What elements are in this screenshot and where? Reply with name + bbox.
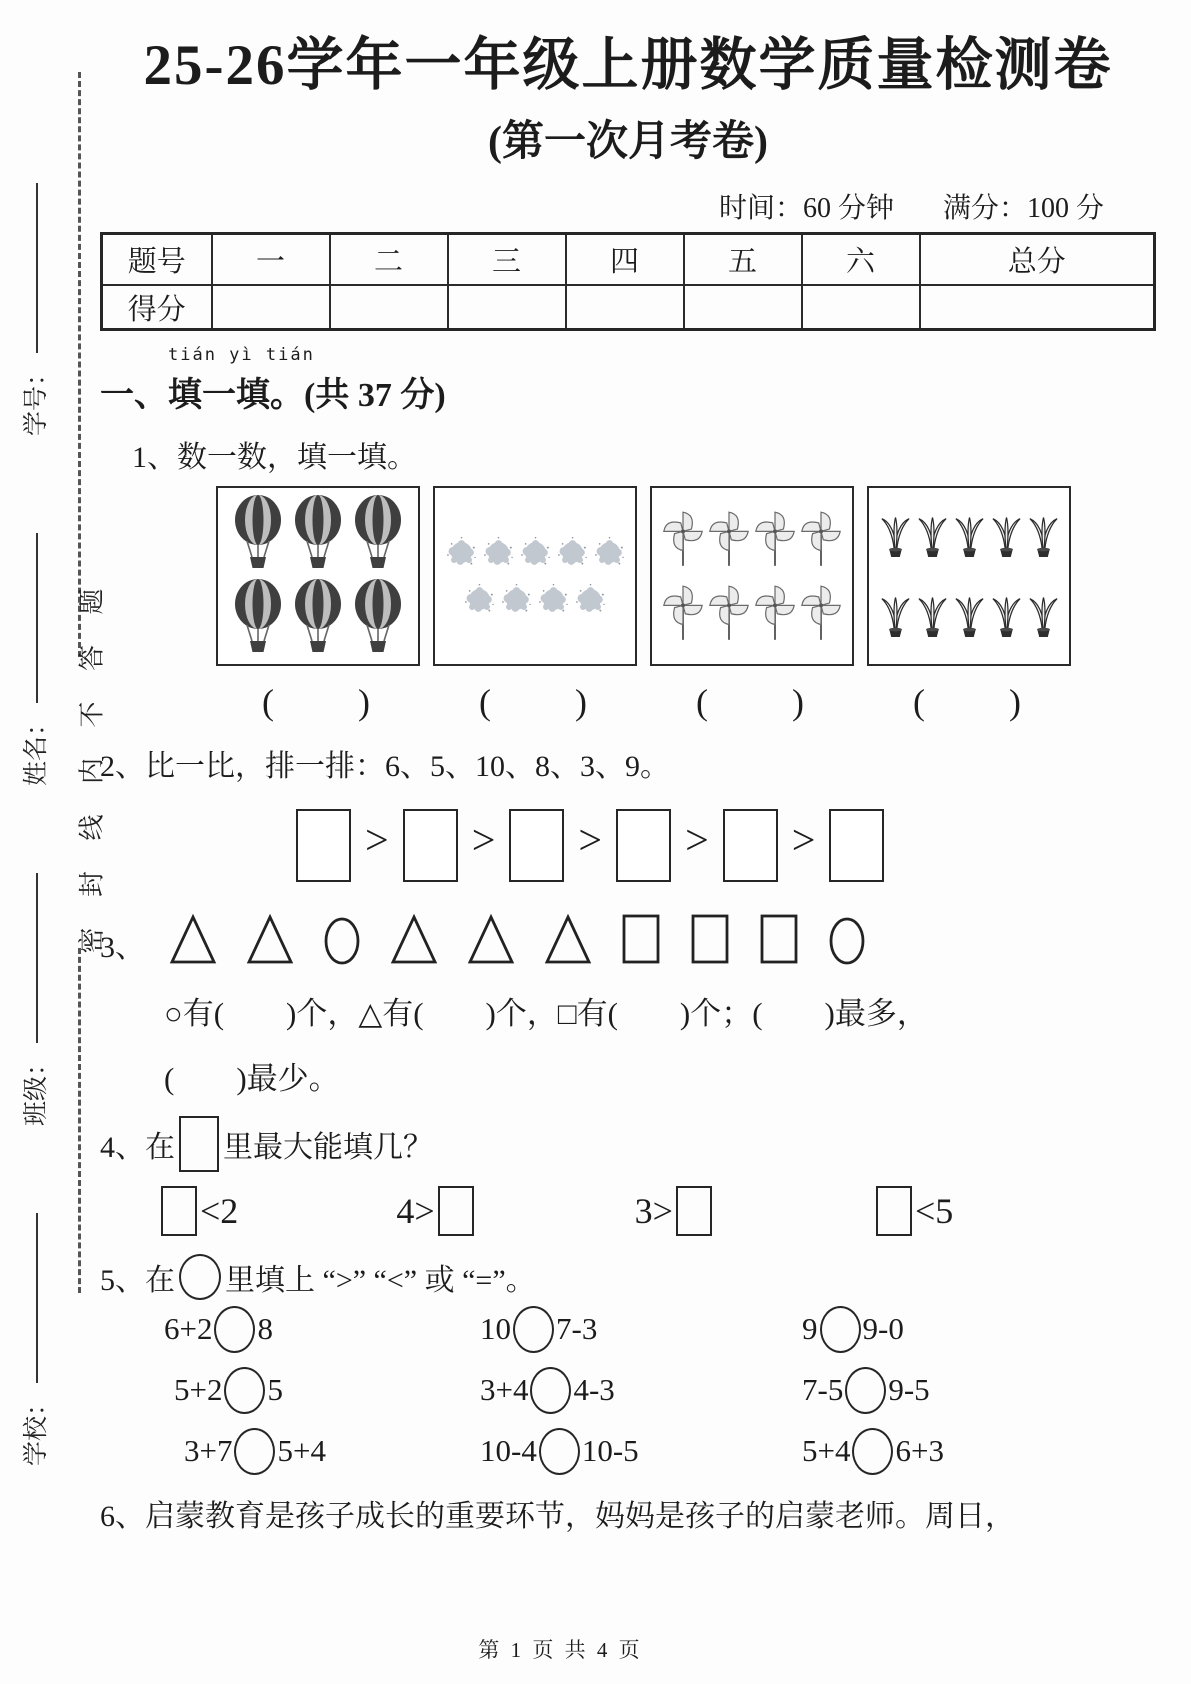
pinwheel-icon	[660, 504, 706, 574]
time-limit: 时间：60 分钟	[718, 192, 894, 224]
plant-icon	[951, 498, 988, 574]
school-label: 学校：	[23, 1390, 50, 1466]
section1-pinyin: tián yì tián	[168, 344, 315, 365]
comparison-expression	[164, 1306, 480, 1353]
greater-than-sign: >	[578, 818, 603, 865]
comparison-expression	[480, 1306, 802, 1353]
paint-blob-icon	[554, 534, 591, 571]
pinwheel-icon	[660, 578, 706, 648]
greater-than-sign: >	[685, 818, 709, 865]
picture-box-pinwheels	[650, 486, 854, 666]
max-fill-item	[158, 1186, 238, 1236]
left-expression: 3+7	[184, 1433, 233, 1469]
triangle-shape	[245, 912, 295, 966]
score-table-empty-cell	[566, 285, 684, 329]
greater-than-sign: >	[791, 818, 816, 865]
question2-text: 2、比一比，排一排：6、5、10、8、3、9。	[100, 749, 670, 783]
pinwheel-icon	[752, 578, 798, 648]
question3-shape-row	[100, 912, 1156, 966]
paint-blob-icon	[498, 581, 535, 618]
question2-ordering-boxes	[296, 809, 1156, 882]
comparison-expression	[802, 1306, 1156, 1353]
seal-warning-text: 密 封 线 内 不 答 题	[77, 576, 107, 954]
plant-icon	[914, 498, 951, 574]
score-table-empty-cell	[920, 285, 1155, 329]
score-table-empty-cell	[802, 285, 920, 329]
question5-comparison-grid	[100, 1306, 1156, 1475]
plant-icon	[1025, 578, 1062, 654]
paint-blob-icon	[554, 534, 591, 571]
question5-prefix: 5、在	[100, 1263, 175, 1297]
exam-meta	[100, 186, 1156, 226]
paint-blob-icon	[591, 534, 628, 571]
right-expression: 8	[257, 1311, 273, 1347]
paint-blob-icon	[535, 581, 572, 618]
picture-row	[871, 578, 1067, 654]
answer-box	[296, 809, 351, 882]
question5-suffix: 里填上 “>” “<” 或 “=”。	[225, 1263, 536, 1297]
comparison-text: 4>	[396, 1190, 435, 1231]
plant-icon	[914, 498, 951, 574]
paint-blob-icon	[461, 581, 498, 618]
plant-icon	[914, 578, 951, 654]
paint-blob-icon	[480, 534, 517, 571]
picture-box-hot-air-balloons	[216, 486, 420, 666]
comparison-text: 3>	[634, 1190, 673, 1231]
question5-text	[100, 1254, 1156, 1300]
picture-row	[437, 531, 633, 574]
pinwheel-icon	[798, 504, 844, 574]
hot-air-balloon-icon	[228, 494, 288, 574]
answer-box	[616, 809, 671, 882]
comparison-expression	[480, 1428, 802, 1475]
class-label: 班级：	[23, 1050, 50, 1126]
plant-icon	[877, 498, 914, 574]
sidebar-field-school	[16, 1186, 52, 1466]
score-table-empty-cell	[330, 285, 448, 329]
answer-circle	[852, 1428, 893, 1475]
answer-paren: ( )	[696, 681, 808, 722]
right-expression: 6+3	[895, 1433, 944, 1469]
answer-circle	[845, 1367, 886, 1414]
picture-row	[437, 578, 633, 621]
school-blank-line	[36, 1213, 38, 1383]
right-expression: 4-3	[573, 1372, 615, 1408]
seal-dashed-line-top	[78, 72, 81, 657]
picture-row	[220, 578, 416, 658]
exam-content	[100, 34, 1156, 1535]
pinwheel-icon	[706, 504, 752, 574]
hot-air-balloon-icon	[288, 494, 348, 574]
max-fill-item	[873, 1186, 953, 1236]
answer-paren: ( )	[262, 681, 374, 722]
picture-row	[654, 578, 850, 648]
circle-shape	[322, 912, 362, 966]
comparison-expression	[480, 1367, 802, 1414]
comparison-expression	[802, 1367, 1156, 1414]
paint-blob-icon	[535, 581, 572, 618]
score-table	[100, 232, 1156, 331]
picture-row	[220, 494, 416, 574]
score-table-header-cell: 六	[802, 233, 920, 285]
score-row-label: 得分	[102, 285, 212, 329]
square-shape	[758, 912, 800, 966]
sidebar-field-student-id	[16, 156, 52, 436]
picture-row	[654, 504, 850, 574]
answer-circle	[513, 1306, 554, 1353]
question1-answer-parens	[216, 674, 1156, 725]
score-table-empty-cell	[212, 285, 330, 329]
pinwheel-icon	[752, 504, 798, 574]
pinwheel-icon	[798, 578, 844, 648]
score-table-header-cell: 总分	[920, 233, 1155, 285]
plant-icon	[877, 498, 914, 574]
plant-icon	[1025, 498, 1062, 574]
score-table-empty-cell	[684, 285, 802, 329]
right-expression: 9-0	[862, 1311, 904, 1347]
paint-blob-icon	[443, 534, 480, 571]
right-expression: 5+4	[277, 1433, 326, 1469]
circle-shape	[827, 912, 867, 966]
score-table-header-cell: 五	[684, 233, 802, 285]
comparison-text: <2	[200, 1190, 239, 1231]
pinwheel-icon	[706, 578, 752, 648]
pinwheel-icon	[706, 578, 752, 648]
seal-dashed-line-bottom	[78, 948, 81, 1293]
score-table-header-cell: 三	[448, 233, 566, 285]
pinwheel-icon	[660, 578, 706, 648]
question3-line2: ( )最少。	[164, 1060, 340, 1096]
left-expression: 5+4	[802, 1433, 851, 1469]
hot-air-balloon-icon	[288, 578, 348, 658]
max-fill-item	[396, 1186, 476, 1236]
triangle-shape	[466, 912, 516, 966]
paint-blob-icon	[591, 534, 628, 571]
triangle-shape	[543, 912, 593, 966]
plant-icon	[951, 578, 988, 654]
exam-subtitle: (第一次月考卷)	[488, 118, 768, 165]
hot-air-balloon-icon	[348, 494, 408, 574]
answer-box	[676, 1186, 712, 1236]
hot-air-balloon-icon	[348, 578, 408, 658]
hot-air-balloon-icon	[288, 494, 348, 574]
sidebar-field-name	[16, 506, 52, 786]
plant-icon	[988, 578, 1025, 654]
paint-blob-icon	[443, 534, 480, 571]
pinwheel-icon	[798, 578, 844, 648]
left-expression: 5+2	[174, 1372, 223, 1408]
question3-line1: ○有( )个，△有( )个，□有( )个；( )最多，	[164, 995, 928, 1031]
paint-blob-icon	[572, 581, 609, 618]
question4-items	[100, 1186, 1156, 1236]
hot-air-balloon-icon	[348, 578, 408, 658]
plant-icon	[1025, 578, 1062, 654]
answer-circle	[224, 1367, 265, 1414]
answer-box	[829, 809, 884, 882]
left-expression: 3+4	[480, 1372, 529, 1408]
plant-icon	[914, 578, 951, 654]
answer-circle	[539, 1428, 580, 1475]
pinwheel-icon	[752, 578, 798, 648]
picture-row	[871, 498, 1067, 574]
student-id-blank-line	[36, 183, 38, 353]
right-expression: 7-3	[556, 1311, 598, 1347]
page-number: 第 1 页 共 4 页	[478, 1638, 643, 1662]
right-expression: 5	[267, 1372, 283, 1408]
paint-blob-icon	[461, 581, 498, 618]
answer-box	[509, 809, 564, 882]
hot-air-balloon-icon	[228, 578, 288, 658]
left-expression: 10	[480, 1311, 511, 1347]
hot-air-balloon-icon	[228, 494, 288, 574]
answer-circle	[214, 1306, 255, 1353]
paint-blob-icon	[517, 534, 554, 571]
left-expression: 7-5	[802, 1372, 844, 1408]
class-blank-line	[36, 873, 38, 1043]
name-blank-line	[36, 533, 38, 703]
sidebar-field-class	[16, 846, 52, 1126]
answer-paren: ( )	[913, 681, 1025, 722]
question4-suffix: 里最大能填几？	[223, 1130, 433, 1164]
comparison-expression	[802, 1428, 1156, 1475]
question4-prefix: 4、在	[100, 1130, 175, 1164]
exam-title: 25-26学年一年级上册数学质量检测卷	[143, 34, 1113, 97]
right-expression: 9-5	[888, 1372, 930, 1408]
score-table-header-cell: 二	[330, 233, 448, 285]
paint-blob-icon	[572, 581, 609, 618]
plant-icon	[988, 578, 1025, 654]
name-label: 姓名：	[23, 710, 50, 786]
question4-inline-box	[179, 1116, 219, 1172]
answer-circle	[530, 1367, 571, 1414]
paint-blob-icon	[480, 534, 517, 571]
plant-icon	[988, 498, 1025, 574]
left-expression: 10-4	[480, 1433, 537, 1469]
square-shape	[620, 912, 662, 966]
plant-icon	[951, 498, 988, 574]
full-score: 满分：100 分	[942, 192, 1104, 224]
comparison-text: <5	[914, 1190, 954, 1231]
pinwheel-icon	[706, 504, 752, 574]
triangle-shape	[168, 912, 218, 966]
score-table-empty-cell	[448, 285, 566, 329]
answer-box	[403, 809, 458, 882]
pinwheel-icon	[660, 504, 706, 574]
question5-inline-circle	[179, 1254, 221, 1300]
answer-paren: ( )	[479, 681, 591, 722]
comparison-expression	[174, 1367, 480, 1414]
max-fill-item	[635, 1186, 715, 1236]
score-table-header-cell: 题号	[102, 233, 212, 285]
square-shape	[689, 912, 731, 966]
question1-picture-boxes	[216, 486, 1156, 666]
plant-icon	[988, 498, 1025, 574]
section1-title: 一、填一填。(共 37 分)	[100, 376, 446, 414]
left-expression: 9	[802, 1311, 818, 1347]
picture-box-paint-blobs	[433, 486, 637, 666]
greater-than-sign: >	[365, 818, 389, 865]
paint-blob-icon	[498, 581, 535, 618]
student-id-label: 学号：	[23, 360, 50, 436]
answer-box	[438, 1186, 474, 1236]
pinwheel-icon	[798, 504, 844, 574]
plant-icon	[1025, 498, 1062, 574]
triangle-shape	[389, 912, 439, 966]
plant-icon	[877, 578, 914, 654]
question4-text	[100, 1116, 1156, 1172]
question1-text: 1、数一数，填一填。	[132, 440, 417, 474]
answer-circle	[820, 1306, 861, 1353]
answer-box	[876, 1186, 912, 1236]
seal-margin	[0, 0, 107, 1684]
pinwheel-icon	[752, 504, 798, 574]
answer-box	[723, 809, 778, 882]
paint-blob-icon	[517, 534, 554, 571]
plant-icon	[951, 578, 988, 654]
left-expression: 6+2	[164, 1311, 213, 1347]
score-table-header-cell: 一	[212, 233, 330, 285]
greater-than-sign: >	[471, 818, 496, 865]
question6-text: 6、启蒙教育是孩子成长的重要环节，妈妈是孩子的启蒙老师。周日，	[100, 1499, 1015, 1533]
answer-box	[161, 1186, 197, 1236]
comparison-expression	[184, 1428, 480, 1475]
hot-air-balloon-icon	[348, 494, 408, 574]
right-expression: 10-5	[581, 1433, 639, 1469]
hot-air-balloon-icon	[228, 578, 288, 658]
score-table-header-cell: 四	[566, 233, 684, 285]
hot-air-balloon-icon	[288, 578, 348, 658]
plant-icon	[877, 578, 914, 654]
picture-box-plants	[867, 486, 1071, 666]
question3-number: 3、	[100, 930, 145, 964]
answer-circle	[234, 1428, 275, 1475]
